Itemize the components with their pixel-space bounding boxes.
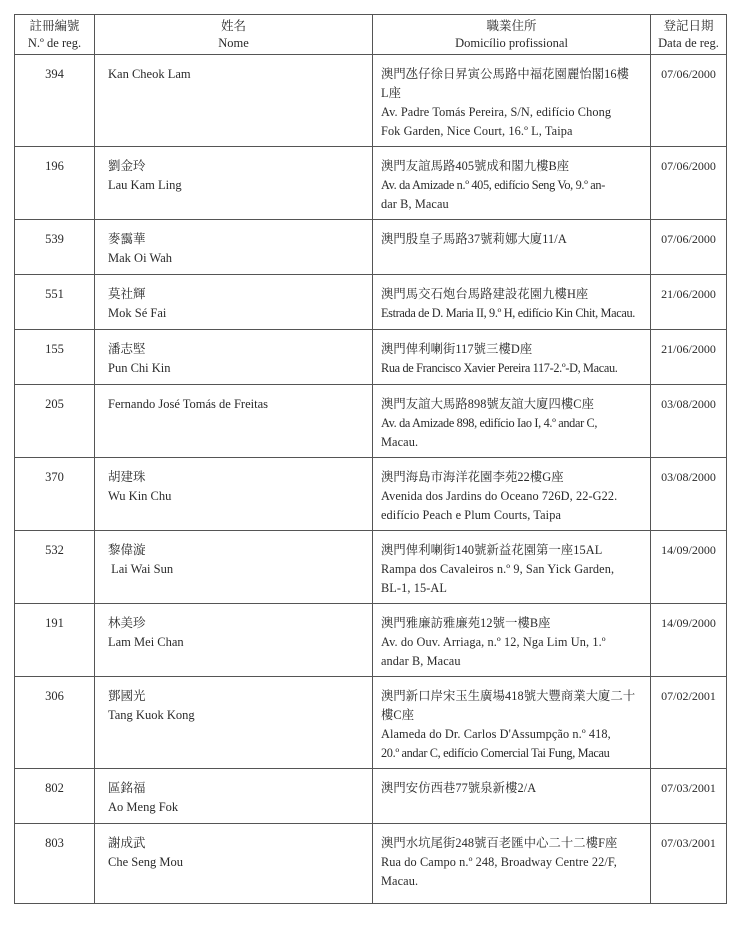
name-line: Pun Chi Kin (108, 361, 171, 375)
table-row (15, 604, 727, 677)
date-cell: 21/06/2000 (651, 330, 727, 385)
header-addr-pt: Domicílio profissional (455, 35, 568, 50)
table-row (15, 55, 727, 147)
address-line: Av. do Ouv. Arriaga, n.º 12, Nga Lim Un, 1.º (381, 635, 606, 649)
date-cell: 14/09/2000 (651, 531, 727, 604)
name-line: 莫社輝 (108, 287, 146, 301)
date-cell: 07/06/2000 (651, 220, 727, 275)
header-date-pt: Data de reg. (658, 35, 719, 50)
address-line: Estrada de D. Maria II, 9.º H, edifício Kin Chit, Macau. (381, 306, 635, 320)
name-cell (95, 147, 373, 220)
date-cell: 07/06/2000 (651, 55, 727, 147)
reg-number-cell: 803 (15, 824, 95, 904)
header-reg-number (15, 15, 95, 55)
address-line: andar B, Macau (381, 654, 461, 668)
reg-number-cell: 155 (15, 330, 95, 385)
address-line: 澳門海島市海洋花園李苑22樓G座 (381, 470, 564, 484)
address-cell (373, 330, 651, 385)
table-row (15, 677, 727, 769)
table-body (15, 55, 727, 904)
name-cell (95, 604, 373, 677)
reg-number-cell: 551 (15, 275, 95, 330)
date-cell: 07/02/2001 (651, 677, 727, 769)
name-line: Lau Kam Ling (108, 178, 182, 192)
name-cell (95, 220, 373, 275)
address-line: Alameda do Dr. Carlos D'Assumpção n.º 418, (381, 727, 611, 741)
name-cell (95, 330, 373, 385)
name-line: 劉金玲 (108, 159, 146, 173)
name-line: Lam Mei Chan (108, 635, 184, 649)
name-line: 謝成武 (108, 836, 146, 850)
address-cell (373, 55, 651, 147)
reg-number-cell: 191 (15, 604, 95, 677)
address-line: 澳門水坑尾街248號百老匯中心二十二樓F座 (381, 836, 618, 850)
date-cell: 03/08/2000 (651, 458, 727, 531)
address-line: 澳門安仿西巷77號泉新樓2/A (381, 781, 537, 795)
table-row (15, 769, 727, 824)
address-cell (373, 824, 651, 904)
address-line: Av. da Amizade n.º 405, edifício Seng Vo, 9.º an- (381, 178, 605, 192)
name-line: Mok Sé Fai (108, 306, 167, 320)
table-row (15, 385, 727, 458)
address-cell (373, 275, 651, 330)
name-line: 林美珍 (108, 616, 146, 630)
header-addr-zh: 職業住所 (486, 18, 537, 33)
address-cell (373, 385, 651, 458)
registry-sheet (14, 14, 726, 904)
header-address (373, 15, 651, 55)
address-cell (373, 604, 651, 677)
header-date-zh: 登記日期 (663, 18, 714, 33)
date-cell: 07/06/2000 (651, 147, 727, 220)
reg-number-cell: 802 (15, 769, 95, 824)
address-line: 澳門氹仔徐日昇寅公馬路中福花園麗怡閣16樓 (381, 67, 630, 81)
name-line: Lai Wai Sun (108, 562, 174, 576)
address-line: BL-1, 15-AL (381, 581, 447, 595)
reg-number-cell: 539 (15, 220, 95, 275)
name-cell (95, 385, 373, 458)
address-line: Rua de Francisco Xavier Pereira 117-2.º-D, Macau. (381, 361, 618, 375)
address-line: 澳門俾利喇街117號三樓D座 (381, 342, 533, 356)
address-line: 澳門俾利喇街140號新益花園第一座15AL (381, 543, 603, 557)
name-cell (95, 55, 373, 147)
table-row (15, 275, 727, 330)
table-row (15, 147, 727, 220)
date-cell: 21/06/2000 (651, 275, 727, 330)
address-line: Av. da Amizade 898, edifício Iao I, 4.º andar C, (381, 416, 598, 430)
name-line: 鄧國光 (108, 689, 146, 703)
reg-number-cell: 306 (15, 677, 95, 769)
reg-number-cell: 205 (15, 385, 95, 458)
name-line: Wu Kin Chu (108, 489, 172, 503)
name-line: 黎偉漩 (108, 543, 146, 557)
date-cell: 07/03/2001 (651, 769, 727, 824)
address-line: Rampa dos Cavaleiros n.º 9, San Yick Garden, (381, 562, 615, 576)
address-line: edifício Peach e Plum Courts, Taipa (381, 508, 561, 522)
address-line: 20.º andar C, edifício Comercial Tai Fung, Macau (381, 746, 610, 760)
name-line: Fernando José Tomás de Freitas (108, 397, 268, 411)
date-cell: 14/09/2000 (651, 604, 727, 677)
name-cell (95, 458, 373, 531)
address-line: Macau. (381, 435, 419, 449)
name-line: Mak Oi Wah (108, 251, 173, 265)
address-line: Macau. (381, 874, 419, 888)
name-cell (95, 769, 373, 824)
table-row (15, 531, 727, 604)
date-cell: 07/03/2001 (651, 824, 727, 904)
table-row (15, 824, 727, 904)
name-cell (95, 677, 373, 769)
address-line: 澳門友誼馬路405號成和閣九樓B座 (381, 159, 570, 173)
header-name-pt: Nome (218, 35, 249, 50)
header-name-zh: 姓名 (220, 18, 246, 33)
address-line: Av. Padre Tomás Pereira, S/N, edifício Chong (381, 105, 612, 119)
registry-table (14, 14, 727, 904)
address-cell (373, 458, 651, 531)
reg-number-cell: 196 (15, 147, 95, 220)
name-line: Ao Meng Fok (108, 800, 179, 814)
reg-number-cell: 394 (15, 55, 95, 147)
address-cell (373, 769, 651, 824)
header-reg-zh: 註冊編號 (29, 18, 80, 33)
header-row (15, 15, 727, 55)
address-cell (373, 677, 651, 769)
name-line: Tang Kuok Kong (108, 708, 195, 722)
reg-number-cell: 370 (15, 458, 95, 531)
header-reg-pt: N.º de reg. (27, 35, 82, 50)
address-cell (373, 531, 651, 604)
table-row (15, 458, 727, 531)
header-name (95, 15, 373, 55)
address-line: 澳門雅廉訪雅廉苑12號一樓B座 (381, 616, 551, 630)
table-row (15, 330, 727, 385)
address-line: Avenida dos Jardins do Oceano 726D, 22-G22. (381, 489, 618, 503)
name-cell (95, 824, 373, 904)
address-line: dar B, Macau (381, 197, 449, 211)
name-line: Kan Cheok Lam (108, 67, 191, 81)
name-cell (95, 275, 373, 330)
address-line: L座 (381, 86, 402, 100)
name-line: 麥靄華 (108, 232, 146, 246)
address-cell (373, 147, 651, 220)
address-line: 樓C座 (381, 708, 415, 722)
name-line: 潘志堅 (108, 342, 146, 356)
address-cell (373, 220, 651, 275)
header-date (651, 15, 727, 55)
address-line: Fok Garden, Nice Court, 16.º L, Taipa (381, 124, 573, 138)
address-line: 澳門殷皇子馬路37號莉娜大廈11/A (381, 232, 567, 246)
table-row (15, 220, 727, 275)
address-line: 澳門馬交石炮台馬路建設花園九樓H座 (381, 287, 589, 301)
name-line: Che Seng Mou (108, 855, 183, 869)
address-line: Rua do Campo n.º 248, Broadway Centre 22/F, (381, 855, 617, 869)
name-cell (95, 531, 373, 604)
address-line: 澳門友誼大馬路898號友誼大廈四樓C座 (381, 397, 595, 411)
name-line: 胡建珠 (108, 470, 146, 484)
address-line: 澳門新口岸宋玉生廣場418號大豐商業大廈二十 (381, 689, 636, 703)
reg-number-cell: 532 (15, 531, 95, 604)
date-cell: 03/08/2000 (651, 385, 727, 458)
name-line: 區銘福 (108, 781, 146, 795)
